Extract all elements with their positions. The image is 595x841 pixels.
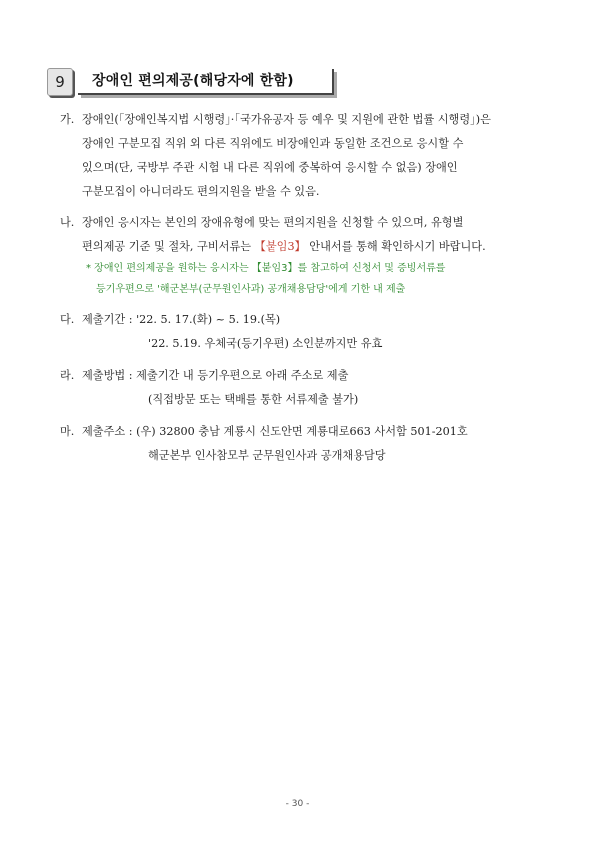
item-na-line-2-tail: 안내서를 통해 확인하시기 바랍니다.	[305, 240, 486, 253]
section-number: 9	[47, 68, 73, 96]
item-na-line-2-text: 편의제공 기준 및 절차, 구비서류는	[82, 240, 255, 253]
submission-address-recipient: 해군본부 인사참모부 군무원인사과 공개채용담당	[148, 449, 386, 462]
section-header	[42, 64, 342, 100]
item-na-line-2	[82, 240, 486, 254]
section-title: 장애인 편의제공(해당자에 한함)	[92, 73, 294, 89]
green-note-line-1: * 장애인 편의제공을 원하는 응시자는 【붙임3】를 참고하여 신청서 및 증빙서류를	[86, 263, 446, 274]
item-ga-line-2: 장애인 구분모집 직위 외 다른 직위에도 비장애인과 동일한 조건으로 응시할 수	[82, 137, 464, 150]
item-marker-na: 나.	[60, 216, 75, 229]
item-marker-ga: 가.	[60, 113, 75, 126]
submission-period-note: '22. 5.19. 우체국(등기우편) 소인분까지만 유효	[148, 337, 383, 350]
attachment-3-reference: 【붙임3】	[254, 240, 306, 253]
submission-method-note: (직접방문 또는 택배를 통한 서류제출 불가)	[148, 393, 359, 406]
submission-period: 제출기간 : '22. 5. 17.(화) ~ 5. 19.(목)	[82, 313, 281, 326]
item-ga-line-4: 구분모집이 아니더라도 편의지원을 받을 수 있음.	[82, 185, 320, 198]
submission-address: 제출주소 : (우) 32800 충남 계룡시 신도안면 계룡대로663 사서함 501-201호	[82, 425, 468, 438]
item-na-line-1: 장애인 응시자는 본인의 장애유형에 맞는 편의지원을 신청할 수 있으며, 유형별	[82, 216, 464, 229]
item-marker-ma: 마.	[60, 425, 75, 438]
item-ga-line-1: 장애인(｢장애인복지법 시행령｣·｢국가유공자 등 예우 및 지원에 관한 법률 시행령｣)은	[82, 113, 491, 126]
page-number: - 30 -	[285, 799, 310, 809]
item-marker-da: 다.	[60, 313, 75, 326]
item-ga-line-3: 있으며(단, 국방부 주관 시험 내 다른 직위에 중복하여 응시할 수 없음) 장애인	[82, 161, 458, 174]
green-note-line-2: 등기우편으로 '해군본부(군무원인사과) 공개채용담당'에게 기한 내 제출	[96, 284, 406, 295]
submission-method: 제출방법 : 제출기간 내 등기우편으로 아래 주소로 제출	[82, 369, 349, 382]
item-marker-ra: 라.	[60, 369, 75, 382]
